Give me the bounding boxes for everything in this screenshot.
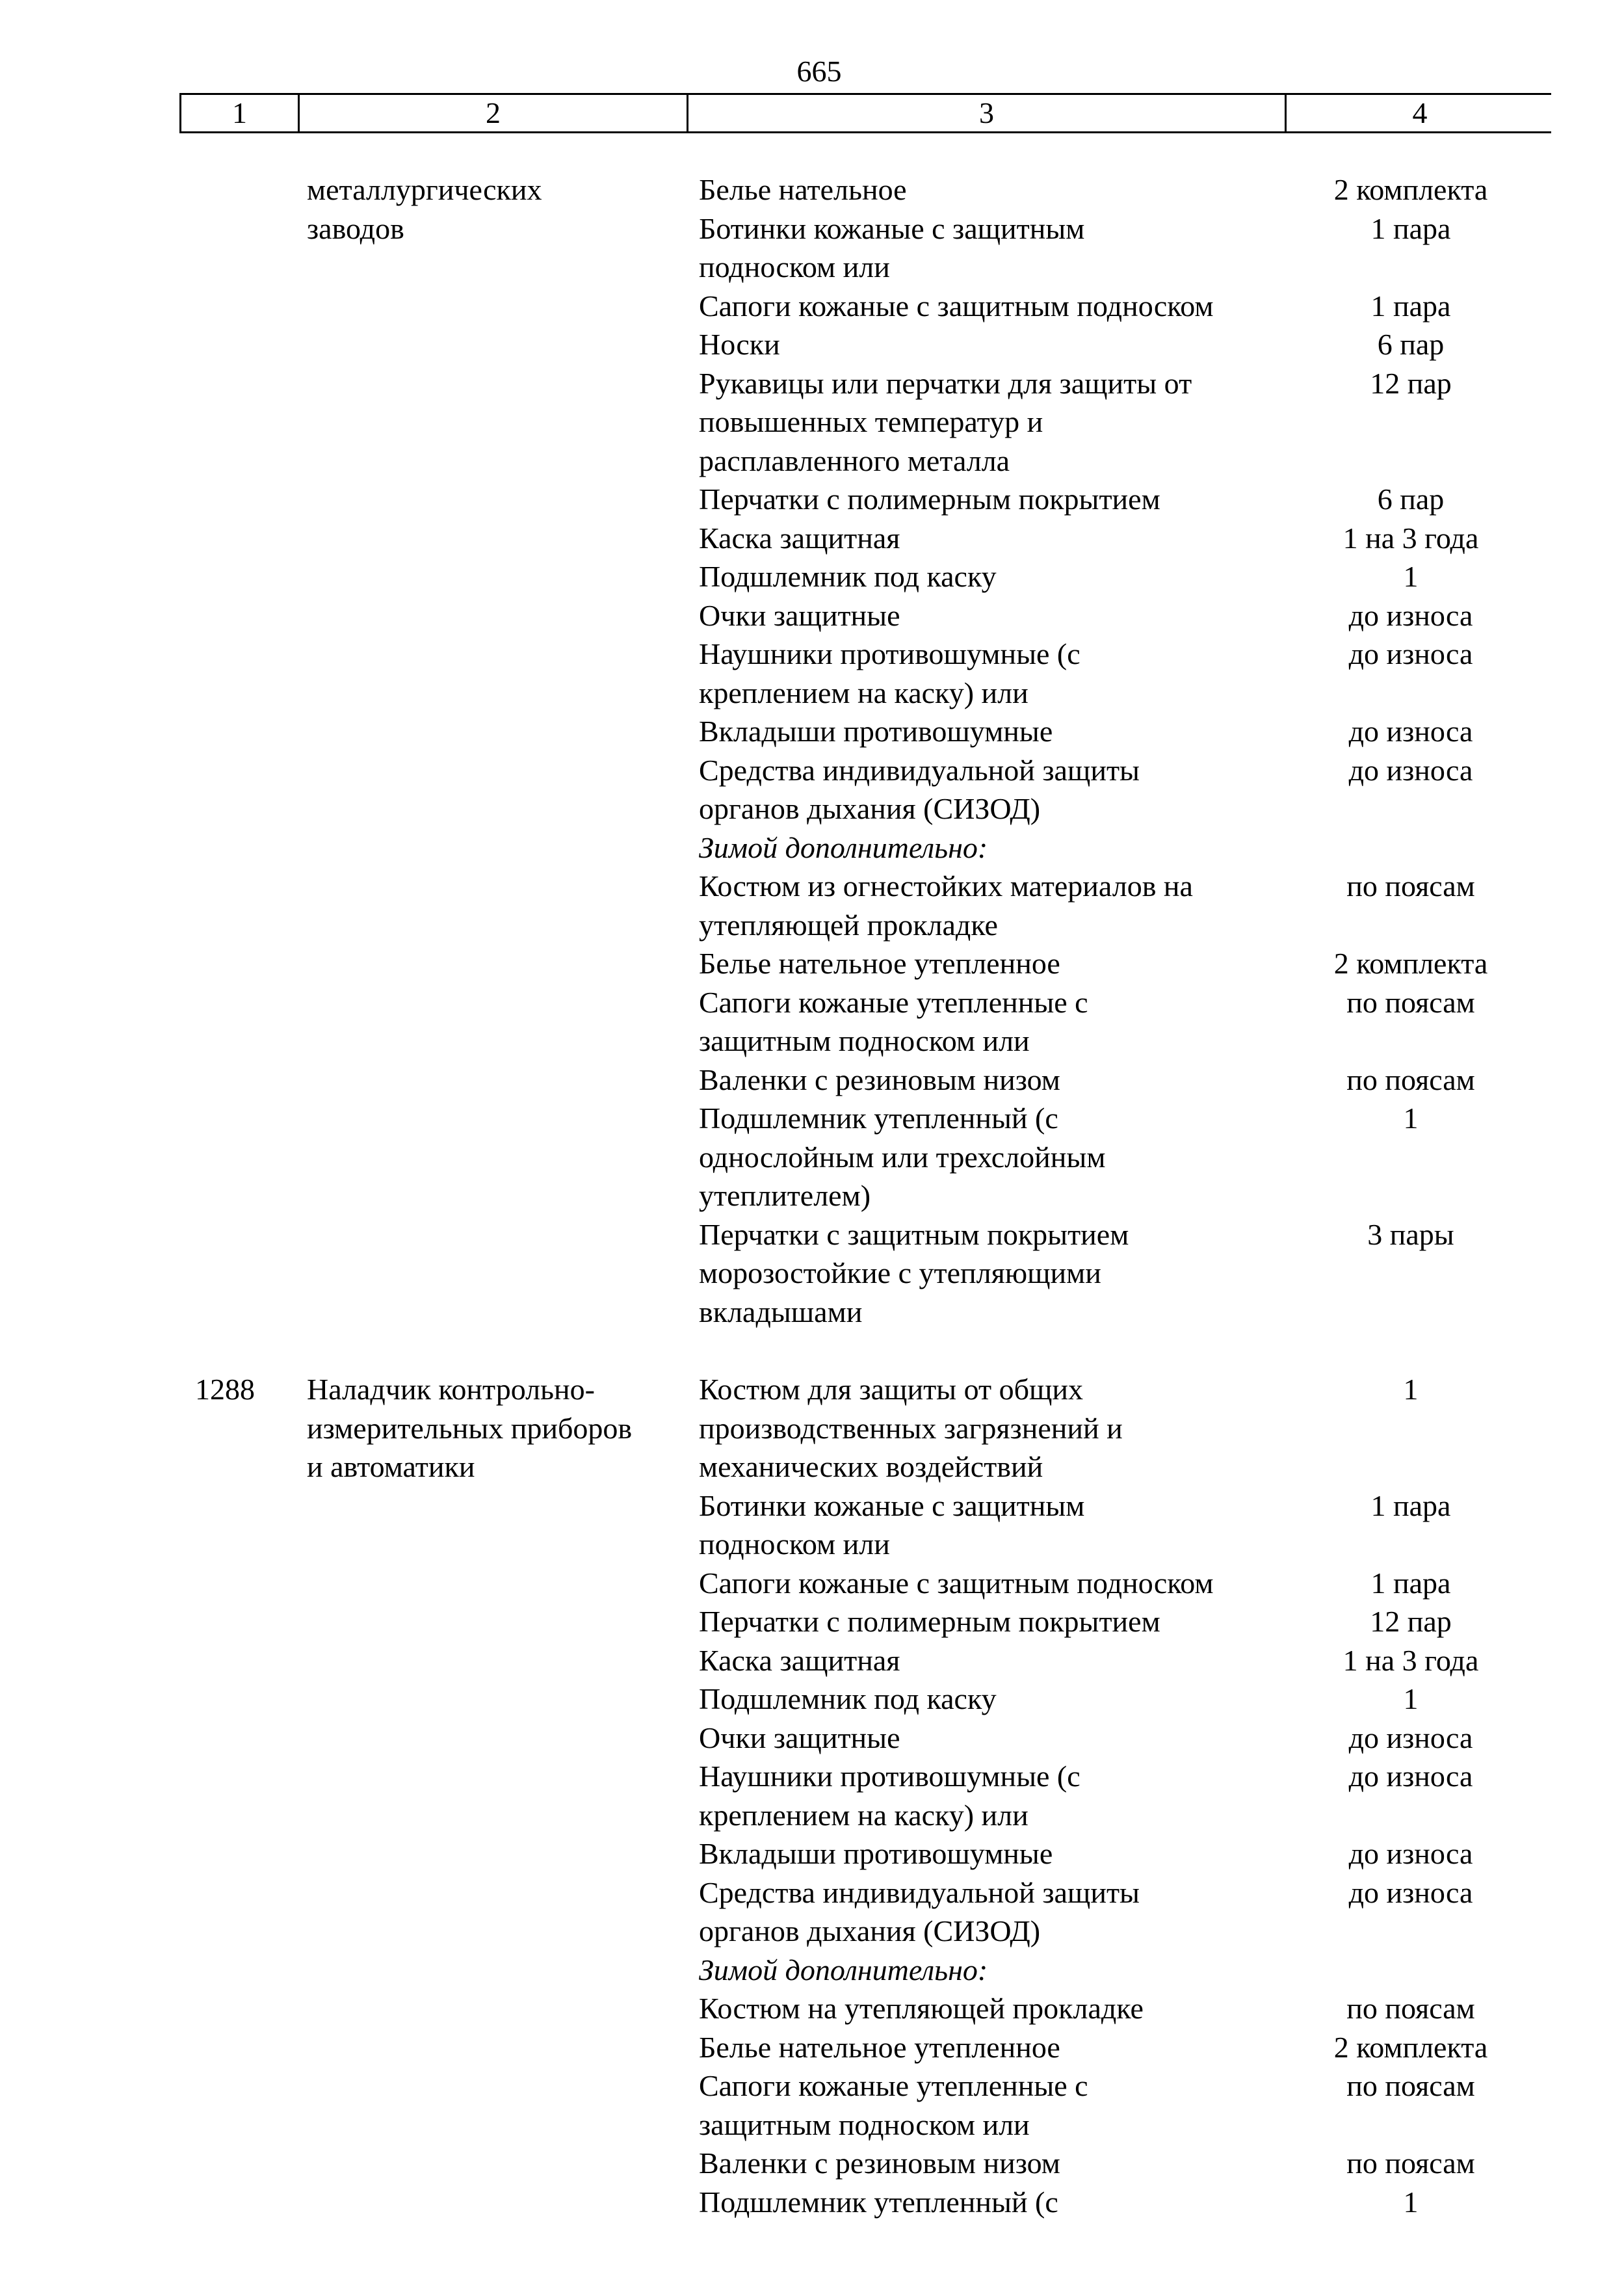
ppe-item-quantity: до износа — [1348, 637, 1473, 670]
ppe-item-list — [699, 1370, 1544, 2221]
ppe-item-row — [699, 1989, 1544, 2028]
ppe-item-row — [699, 596, 1544, 635]
ppe-item-name: Подшлемник под каску — [699, 560, 997, 593]
ppe-item-row — [699, 983, 1544, 1061]
ppe-item-row — [699, 1719, 1544, 1758]
profession-name: металлургических заводов — [307, 173, 542, 245]
ppe-item-quantity: 12 пар — [1370, 366, 1452, 400]
ppe-item-name: Наушники противошумные (с креплением на каску) или — [699, 637, 1080, 709]
ppe-item-quantity: до износа — [1348, 1875, 1473, 1909]
ppe-item-quantity: до износа — [1348, 753, 1473, 787]
ppe-item-row — [699, 2144, 1544, 2183]
ppe-item-name: Подшлемник под каску — [699, 1682, 997, 1715]
ppe-item-row — [699, 519, 1544, 558]
ppe-item-row — [699, 712, 1544, 751]
ppe-item-quantity: по поясам — [1346, 1062, 1475, 1096]
table-body — [0, 170, 1624, 2221]
ppe-item-name: Ботинки кожаные с защитным подноском или — [699, 211, 1085, 284]
ppe-item-name: Сапоги кожаные утепленные с защитным подноском или — [699, 2069, 1088, 2141]
ppe-item-row — [699, 1370, 1544, 1486]
ppe-item-quantity: 1 пара — [1370, 211, 1451, 245]
ppe-item-name: Белье нательное — [699, 173, 907, 206]
ppe-item-row — [699, 1215, 1544, 1332]
ppe-item-row — [699, 944, 1544, 983]
ppe-item-row — [699, 1486, 1544, 1564]
ppe-item-row — [699, 1099, 1544, 1215]
ppe-item-name: Рукавицы или перчатки для защиты от повышенных температур и расплавленного металла — [699, 366, 1192, 477]
ppe-item-name: Сапоги кожаные с защитным подноском — [699, 1566, 1214, 1600]
ppe-item-name: Средства индивидуальной защиты органов дыхания (СИЗОД) — [699, 1875, 1140, 1947]
header-col-2: 2 — [300, 95, 688, 131]
ppe-item-quantity: 3 пары — [1367, 1217, 1454, 1251]
table-entry — [0, 1370, 1624, 2221]
ppe-item-row — [699, 1757, 1544, 1834]
ppe-item-row — [699, 1602, 1544, 1641]
ppe-item-name: Костюм на утепляющей прокладке — [699, 1992, 1144, 2025]
profession-name: Наладчик контрольно- измерительных приборов и автоматики — [307, 1373, 633, 1483]
ppe-item-quantity: 1 пара — [1370, 1488, 1451, 1522]
ppe-item-quantity: до износа — [1348, 715, 1473, 748]
table-entry — [0, 170, 1624, 1331]
ppe-item-name: Каска защитная — [699, 1643, 900, 1677]
ppe-item-quantity: по поясам — [1346, 869, 1475, 903]
ppe-item-row — [699, 1564, 1544, 1603]
ppe-item-name: Вкладыши противошумные — [699, 715, 1053, 748]
ppe-item-name: Подшлемник утепленный (с однослойным или трехслойным утеплителем) — [699, 1102, 1106, 1212]
ppe-item-quantity: 2 комплекта — [1333, 947, 1488, 980]
ppe-item-quantity: 1 — [1403, 1102, 1419, 1135]
ppe-item-quantity: 2 комплекта — [1333, 2030, 1488, 2064]
ppe-item-name: Сапоги кожаные с защитным подноском — [699, 289, 1214, 323]
ppe-item-row — [699, 1680, 1544, 1719]
ppe-item-row — [699, 325, 1544, 364]
ppe-item-quantity: 1 пара — [1370, 289, 1451, 323]
ppe-item-quantity: 1 — [1403, 1373, 1419, 1406]
ppe-item-quantity: 6 пар — [1377, 482, 1445, 516]
ppe-item-name: Белье нательное утепленное — [699, 947, 1060, 980]
ppe-item-row — [699, 2028, 1544, 2067]
ppe-item-row — [699, 1834, 1544, 1873]
ppe-item-row — [699, 1641, 1544, 1680]
ppe-item-name: Очки защитные — [699, 598, 900, 632]
ppe-item-name: Перчатки с защитным покрытием морозостойкие с утепляющими вкладышами — [699, 1217, 1129, 1328]
ppe-item-name: Белье нательное утепленное — [699, 2030, 1060, 2064]
ppe-item-name: Каска защитная — [699, 521, 900, 555]
ppe-item-quantity: 1 на 3 года — [1342, 521, 1479, 555]
header-col-4: 4 — [1412, 96, 1428, 129]
ppe-item-quantity: по поясам — [1346, 1992, 1475, 2025]
ppe-item-name: Вкладыши противошумные — [699, 1837, 1053, 1870]
ppe-item-quantity: 1 пара — [1370, 1566, 1451, 1600]
ppe-item-row — [699, 1873, 1544, 1951]
ppe-item-name: Средства индивидуальной защиты органов дыхания (СИЗОД) — [699, 753, 1140, 825]
ppe-item-row — [699, 751, 1544, 828]
ppe-item-row — [699, 2183, 1544, 2222]
entry-number: 1288 — [195, 1373, 255, 1406]
winter-additional-heading: Зимой дополнительно: — [699, 1953, 988, 1986]
ppe-item-quantity: 1 на 3 года — [1342, 1643, 1479, 1677]
ppe-item-name: Наушники противошумные (с креплением на каску) или — [699, 1760, 1080, 1832]
ppe-item-name: Перчатки с полимерным покрытием — [699, 482, 1160, 516]
ppe-item-name: Ботинки кожаные с защитным подноском или — [699, 1488, 1085, 1561]
ppe-item-row — [699, 867, 1544, 944]
ppe-item-quantity: до износа — [1348, 1760, 1473, 1793]
ppe-item-row — [699, 480, 1544, 519]
ppe-item-quantity: до износа — [1348, 598, 1473, 632]
ppe-item-name: Подшлемник утепленный (с — [699, 2185, 1058, 2219]
header-col-3: 3 — [688, 95, 1287, 131]
page-number: 665 — [796, 55, 842, 88]
ppe-item-row — [699, 635, 1544, 712]
ppe-item-quantity: до износа — [1348, 1837, 1473, 1870]
ppe-item-row — [699, 170, 1544, 209]
ppe-item-quantity: 12 пар — [1370, 1605, 1452, 1638]
ppe-item-quantity: 1 — [1403, 560, 1419, 593]
ppe-item-row — [699, 1061, 1544, 1100]
ppe-item-quantity: по поясам — [1346, 985, 1475, 1019]
ppe-item-name: Валенки с резиновым низом — [699, 2146, 1060, 2180]
ppe-item-name: Носки — [699, 328, 780, 361]
ppe-item-row — [699, 287, 1544, 326]
ppe-item-quantity: 1 — [1403, 1682, 1419, 1715]
ppe-item-quantity: по поясам — [1346, 2146, 1475, 2180]
ppe-item-name: Очки защитные — [699, 1721, 900, 1754]
table-header-row — [179, 93, 1551, 133]
ppe-item-quantity: до износа — [1348, 1721, 1473, 1754]
ppe-item-name: Костюм для защиты от общих производственных загрязнений и механических воздействий — [699, 1373, 1123, 1483]
winter-additional-heading: Зимой дополнительно: — [699, 830, 988, 864]
ppe-item-list — [699, 170, 1544, 1331]
ppe-item-quantity: по поясам — [1346, 2069, 1475, 2102]
ppe-item-name: Перчатки с полимерным покрытием — [699, 1605, 1160, 1638]
ppe-item-row — [699, 364, 1544, 481]
ppe-item-quantity: 6 пар — [1377, 328, 1445, 361]
ppe-item-quantity: 2 комплекта — [1333, 173, 1488, 206]
ppe-item-name: Костюм из огнестойких материалов на утепляющей прокладке — [699, 869, 1193, 942]
ppe-item-row — [699, 2066, 1544, 2144]
ppe-item-name: Сапоги кожаные утепленные с защитным подноском или — [699, 985, 1088, 1057]
ppe-item-row — [699, 209, 1544, 287]
ppe-item-quantity: 1 — [1403, 2185, 1419, 2219]
header-col-1: 1 — [181, 95, 300, 131]
ppe-item-row — [699, 557, 1544, 596]
ppe-item-name: Валенки с резиновым низом — [699, 1062, 1060, 1096]
